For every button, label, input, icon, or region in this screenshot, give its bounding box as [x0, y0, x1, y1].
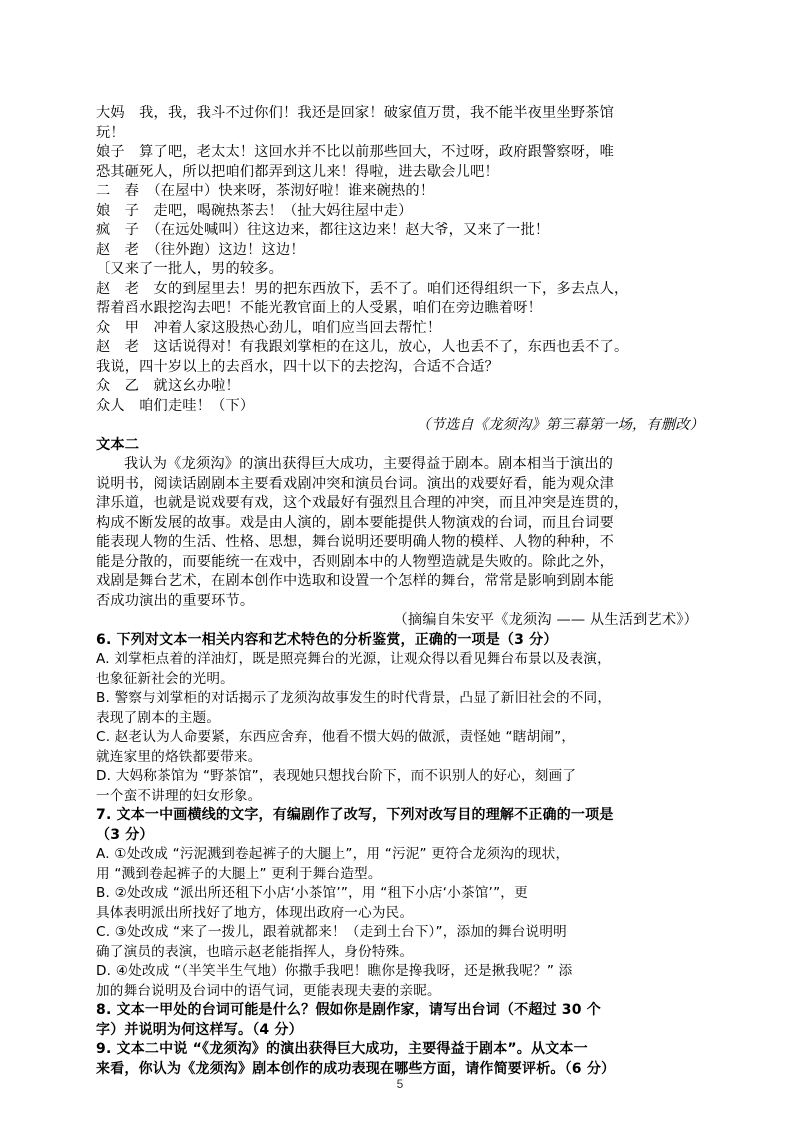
question-6	[96, 631, 708, 807]
option-a-line1: A. ①处改成 “污泥溅到卷起裤子的大腿上”，用 “污泥” 更符合龙须沟的现状，	[96, 846, 570, 862]
option-d-line2: 一个蛮不讲理的妇女形象。	[96, 787, 262, 804]
dialogue-line: 疯 子 （在远处喊叫）往这边来，都往这边来！赵大爷，又来了一批！	[96, 222, 550, 238]
dialogue-line: 我说，四十岁以上的去舀水，四十以下的去挖沟，合适不合适？	[96, 358, 499, 375]
dialogue-line: 〔又来了一批人，男的较多。	[96, 261, 284, 277]
option-c-line2: 确了演员的表演，也暗示赵老能指挥人，身份特殊。	[96, 943, 414, 960]
dialogue-line: 众 甲 冲着人家这股热心劲儿，咱们应当回去帮忙！	[96, 319, 442, 336]
option-b-line1: B. 警察与刘掌柜的对话揭示了龙须沟故事发生的时代背景，凸显了新旧社会的不同，	[96, 690, 612, 706]
paragraph-line: 戏剧是舞台艺术，在剧本创作中选取和设置一个怎样的舞台，常常是影响到剧本能	[96, 573, 614, 589]
option-d-line1: D. 大妈称茶馆为 “野茶馆”，表现她只想找台阶下，而不识别人的好心，刻画了	[96, 768, 577, 784]
option-d-line1: D. ④处改成 “（半笑半生气地）你撒手我吧！瞧你是搀我呀，还是揪我呢？” 添	[96, 963, 573, 979]
option-a-line2: 也象征新社会的光明。	[96, 670, 234, 687]
question-title: （3 分）	[96, 826, 154, 843]
text1-source: （节选自《龙须沟》第三幕第一场，有删改）	[416, 417, 704, 433]
dialogue-line: 娘 子 走吧，喝碗热茶去！（扯大妈往屋中走）	[96, 202, 413, 219]
text2-title: 文本二	[96, 436, 140, 453]
question-title: 6. 下列对文本一相关内容和艺术特色的分析鉴赏，正确的一项是（3 分）	[96, 631, 558, 648]
document-body	[96, 104, 708, 1079]
option-b-line2: 具体表明派出所找好了地方，体现出政府一心为民。	[96, 904, 414, 921]
paragraph-line: 我认为《龙须沟》的演出获得巨大成功，主要得益于剧本。剧本相当于演出的	[124, 456, 614, 472]
paragraph-line: 否成功演出的重要环节。	[96, 592, 255, 609]
text1-dialogue	[96, 104, 708, 416]
dialogue-line: 众 乙 就这幺办啦！	[96, 378, 240, 394]
paragraph-line: 构成不断发展的故事。戏是由人演的，剧本要能提供人物演戏的台词，而且台词要	[96, 514, 614, 531]
dialogue-line: 大妈 我，我，我斗不过你们！我还是回家！破家值万贯，我不能半夜里坐野茶馆	[96, 105, 614, 121]
question-7	[96, 806, 708, 1001]
question-title: 8. 文本一甲处的台词可能是什么？假如你是剧作家，请写出台词（不超过 30 个	[96, 1002, 601, 1018]
question-title: 7. 文本一中画横线的文字，有编剧作了改写，下列对改写目的理解不正确的一项是	[96, 807, 614, 823]
question-title: 来看，你认为《龙须沟》剧本创作的成功表现在哪些方面，请作简要评析。（6 分）	[96, 1060, 616, 1077]
option-c-line2: 就连家里的烙铁都要带来。	[96, 748, 262, 765]
dialogue-line: 娘子 算了吧，老太太！这回水并不比以前那些回大，不过呀，政府跟警察呀，唯	[96, 144, 614, 160]
dialogue-line: 恐其砸死人，所以把咱们都弄到这儿来！得啦，进去歇会儿吧！	[96, 163, 499, 180]
text2-source: （摘编自朱安平《龙须沟 —— 从生活到艺术》）	[393, 612, 698, 628]
paragraph-line: 能是分散的，而要能统一在戏中，否则剧本中的人物塑造就是失败的。除此之外，	[96, 553, 614, 570]
dialogue-line: 帮着舀水跟挖沟去吧！不能光教官面上的人受累，咱们在旁边瞧着呀！	[96, 300, 543, 316]
dialogue-line: 赵 老 （往外跑）这边！这边！	[96, 241, 305, 258]
dialogue-line: 二 春 （在屋中）快来呀，茶沏好啦！谁来碗热的！	[96, 183, 435, 199]
question-title: 字）并说明为何这样写。（4 分）	[96, 1021, 303, 1038]
paragraph-line: 津乐道，也就是说戏要有戏，这个戏最好有强烈且合理的冲突，而且冲突是连贯的，	[96, 495, 629, 511]
option-a-line1: A. 刘掌柜点着的洋油灯，既是照亮舞台的光源，让观众得以看见舞台布景以及表演，	[96, 651, 611, 667]
question-8	[96, 1001, 708, 1040]
paragraph-line: 说明书，阅读话剧剧本主要看戏剧冲突和演员台词。演出的戏要好看，能为观众津	[96, 475, 614, 492]
option-a-line2: 用 “溅到卷起裤子的大腿上” 更利于舞台造型。	[96, 865, 382, 882]
dialogue-line: 赵 老 这话说得对！有我跟刘掌柜的在这儿，放心，人也丢不了，东西也丢不了。	[96, 339, 629, 355]
dialogue-line: 众人 咱们走哇！（下）	[96, 397, 255, 414]
page-number: 5	[396, 1077, 404, 1091]
question-9	[96, 1040, 708, 1079]
paragraph-line: 能表现人物的生活、性格、思想，舞台说明还要明确人物的模样、人物的种种，不	[96, 534, 614, 550]
option-c-line1: C. 赵老认为人命要紧，东西应舍弃，他看不惯大妈的做派，责怪她 “瞎胡闹”，	[96, 729, 576, 745]
option-c-line1: C. ③处改成 “来了一拨儿，跟着就都来！（走到土台下）”，添加的舞台说明明	[96, 924, 567, 940]
question-title: 9. 文本二中说 “《龙须沟》的演出获得巨大成功，主要得益于剧本”。从文本一	[96, 1041, 588, 1057]
option-b-line2: 表现了剧本的主题。	[96, 709, 221, 726]
dialogue-line: 玩！	[96, 124, 125, 141]
option-b-line1: B. ②处改成 “派出所还租下小店‘小茶馆’”，用 “租下小店‘小茶馆’”，更	[96, 885, 528, 901]
option-d-line2: 加的舞台说明及台词中的语气词，更能表现夫妻的亲昵。	[96, 982, 441, 999]
dialogue-line: 赵 老 女的到屋里去！男的把东西放下，丢不了。咱们还得组织一下，多去点人，	[96, 280, 629, 297]
text2-paragraph	[96, 455, 708, 611]
